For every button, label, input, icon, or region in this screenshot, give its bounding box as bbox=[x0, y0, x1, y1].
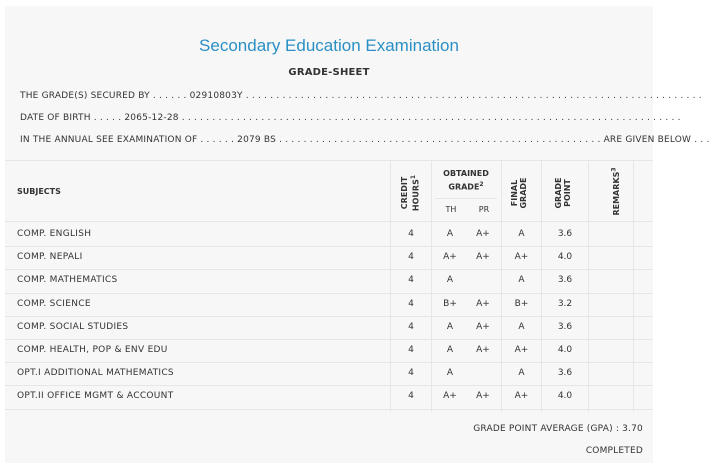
pr-cell: A+ bbox=[476, 229, 490, 239]
gpa-text: GRADE POINT AVERAGE (GPA) : 3.70 bbox=[473, 424, 643, 434]
final-cell: A bbox=[518, 368, 525, 379]
th-cell: A bbox=[446, 275, 454, 286]
pr-cell: A+ bbox=[476, 252, 490, 263]
final-header-line1: FINAL bbox=[510, 179, 519, 207]
obtained-footnote: 2 bbox=[479, 181, 484, 188]
symbol-number: 02910803Y bbox=[189, 91, 243, 101]
credit-header-line2: HOURS bbox=[411, 179, 421, 212]
grades-secured-label: THE GRADE(S) SECURED BY . . . . . . bbox=[20, 91, 187, 101]
subject-name: COMP. SCIENCE bbox=[17, 298, 91, 309]
obtained-header-line2: GRADE bbox=[448, 182, 480, 192]
credit-cell: 4 bbox=[408, 391, 414, 402]
th-cell: A bbox=[446, 321, 454, 332]
pr-cell: A+ bbox=[476, 345, 490, 355]
sheet-subtitle: GRADE-SHEET bbox=[288, 67, 370, 78]
table-top-border bbox=[5, 160, 653, 161]
point-cell: 3.2 bbox=[557, 298, 573, 309]
status-text: COMPLETED bbox=[585, 446, 643, 456]
credit-cell: 4 bbox=[408, 275, 414, 286]
credit-header-line1: CREDIT bbox=[400, 176, 409, 210]
th-cell: A bbox=[446, 368, 454, 379]
th-header: TH bbox=[445, 205, 457, 214]
remarks-header bbox=[610, 166, 621, 218]
subject-name: COMP. HEALTH, POP & ENV EDU bbox=[17, 345, 168, 355]
th-cell: A+ bbox=[443, 391, 457, 402]
col-divider bbox=[633, 160, 634, 412]
th-cell: A+ bbox=[443, 252, 457, 263]
final-cell: A bbox=[518, 275, 525, 286]
credit-cell: 4 bbox=[408, 321, 414, 332]
credit-cell: 4 bbox=[408, 252, 414, 263]
subject-name: COMP. ENGLISH bbox=[17, 229, 92, 239]
point-cell: 4.0 bbox=[557, 252, 573, 263]
credit-cell: 4 bbox=[408, 368, 414, 379]
exam-dots: . . . . . . . . . . . . . . . . . . . . . . . . . . . . . . . . . . . . . . . . . . . . . . . . . . . . . bbox=[279, 135, 601, 145]
credit-cell: 4 bbox=[408, 345, 414, 355]
dob-line bbox=[20, 113, 681, 123]
pr-cell: A+ bbox=[476, 391, 490, 402]
obtained-header-line1: OBTAINED bbox=[443, 169, 489, 178]
final-header-line2: GRADE bbox=[519, 177, 528, 209]
final-cell: A bbox=[518, 321, 525, 332]
pr-cell: A+ bbox=[476, 298, 490, 309]
col-divider bbox=[588, 160, 589, 412]
grade-point-header bbox=[554, 167, 576, 219]
dob-label: DATE OF BIRTH . . . . . bbox=[20, 113, 122, 123]
col-divider bbox=[431, 160, 432, 412]
exam-line bbox=[20, 135, 710, 145]
remarks-footnote: 3 bbox=[610, 167, 618, 172]
final-cell: A+ bbox=[514, 252, 529, 263]
point-cell: 3.6 bbox=[557, 368, 573, 379]
credit-hours-header bbox=[400, 167, 422, 219]
final-cell: A+ bbox=[514, 391, 529, 402]
credit-footnote: 1 bbox=[410, 174, 417, 180]
grade-sheet bbox=[5, 6, 710, 463]
dob-value: 2065-12-28 bbox=[124, 113, 179, 123]
subject-name: OPT.II OFFICE MGMT & ACCOUNT bbox=[17, 391, 174, 402]
subject-name: OPT.I ADDITIONAL MATHEMATICS bbox=[17, 368, 174, 379]
exam-year: 2079 BS bbox=[237, 135, 277, 145]
point-cell: 3.6 bbox=[557, 229, 573, 239]
dob-dots: . . . . . . . . . . . . . . . . . . . . . . . . . . . . . . . . . . . . . . . . . . . . . . . . . . . . . . . . . . . . . . . . . . . . . . . . . . . . . . . . . . bbox=[181, 113, 681, 123]
row-divider bbox=[5, 409, 653, 410]
point-header-line2: POINT bbox=[563, 179, 572, 207]
credit-cell: 4 bbox=[408, 229, 414, 239]
point-cell: 3.6 bbox=[557, 275, 573, 286]
th-cell: A bbox=[446, 345, 454, 355]
header-bottom-border bbox=[5, 221, 653, 222]
point-header-line1: GRADE bbox=[554, 177, 563, 209]
credit-cell: 4 bbox=[408, 298, 414, 309]
subjects-header: SUBJECTS bbox=[17, 187, 61, 196]
final-cell: A+ bbox=[514, 345, 529, 355]
row-divider bbox=[5, 385, 653, 386]
th-cell: B+ bbox=[443, 298, 457, 309]
exam-tail: ARE GIVEN BELOW . . . bbox=[603, 135, 710, 145]
final-cell: B+ bbox=[514, 298, 529, 309]
grades-secured-dots: . . . . . . . . . . . . . . . . . . . . . . . . . . . . . . . . . . . . . . . . . . . . . . . . . . . . . . . . . . . . . . . . . . . . . . . . . . . bbox=[245, 91, 702, 101]
grades-secured-line bbox=[20, 91, 702, 101]
subject-name: COMP. NEPALI bbox=[17, 252, 83, 263]
obtained-grade-header bbox=[431, 168, 501, 193]
exam-label: IN THE ANNUAL SEE EXAMINATION OF . . . . . . bbox=[20, 135, 235, 145]
subject-name: COMP. SOCIAL STUDIES bbox=[17, 321, 129, 332]
point-cell: 4.0 bbox=[557, 391, 573, 402]
exam-title: Secondary Education Examination bbox=[199, 36, 459, 55]
th-cell: A bbox=[446, 229, 454, 239]
row-divider bbox=[5, 316, 653, 317]
remarks-header-label: REMARKS bbox=[612, 171, 622, 216]
point-cell: 3.6 bbox=[557, 321, 573, 332]
row-divider bbox=[5, 362, 653, 363]
row-divider bbox=[5, 293, 653, 294]
row-divider bbox=[5, 246, 653, 247]
final-grade-header bbox=[510, 167, 532, 219]
subject-name: COMP. MATHEMATICS bbox=[17, 275, 118, 286]
row-divider bbox=[5, 339, 653, 340]
pr-header: PR bbox=[478, 205, 490, 214]
point-cell: 4.0 bbox=[557, 345, 573, 355]
row-divider bbox=[5, 269, 653, 270]
obtained-sub-border bbox=[435, 198, 497, 199]
pr-cell: A+ bbox=[476, 321, 490, 332]
final-cell: A bbox=[518, 229, 525, 239]
